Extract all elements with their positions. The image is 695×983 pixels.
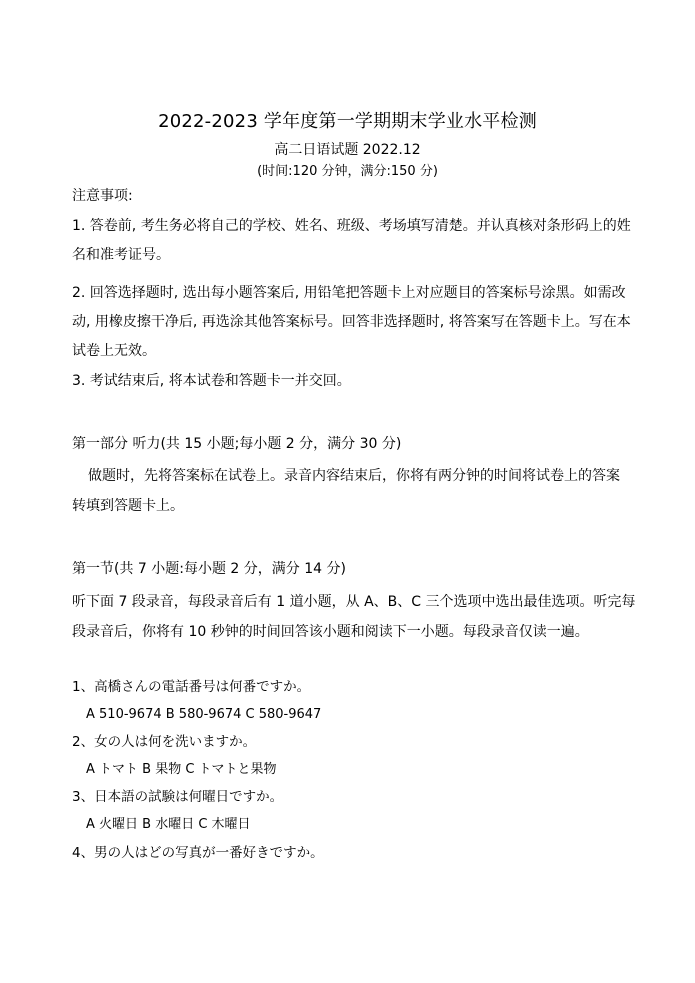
question-1-text: 1、高橋さんの電話番号は何番ですか。 <box>72 679 311 695</box>
part1-instruction-line-2: 转填到答题卡上。 <box>72 498 184 514</box>
question-3-options: A 火曜日 B 水曜日 C 木曜日 <box>86 817 251 832</box>
question-2-text: 2、女の人は何を洗いますか。 <box>72 734 257 750</box>
notice-item-3-line-1: 3. 考试结束后, 将本试卷和答题卡一并交回。 <box>72 373 351 389</box>
notice-heading: 注意事项: <box>72 188 133 204</box>
section1-instruction-line-2: 段录音后，你将有 10 秒钟的时间回答该小题和阅读下一小题。每段录音仅读一遍。 <box>72 624 589 640</box>
section1-heading: 第一节(共 7 小题:每小题 2 分，满分 14 分) <box>72 561 346 577</box>
part1-instruction-line-1: 做题时，先将答案标在试卷上。录音内容结束后，你将有两分钟的时间将试卷上的答案 <box>88 468 620 484</box>
notice-item-2-line-1: 2. 回答选择题时, 选出每小题答案后, 用铅笔把答题卡上对应题目的答案标号涂黑。如需改 <box>72 285 626 301</box>
exam-title: 2022-2023 学年度第一学期期末学业水平检测 <box>158 111 537 132</box>
part1-heading: 第一部分 听力(共 15 小题;每小题 2 分，满分 30 分) <box>72 436 402 452</box>
question-1-options: A 510-9674 B 580-9674 C 580-9647 <box>86 707 322 722</box>
section1-instruction-line-1: 听下面 7 段录音，每段录音后有 1 道小题，从 A、B、C 三个选项中选出最佳选项。听完每 <box>72 594 636 610</box>
exam-subtitle: 高二日语试题 2022.12 <box>274 142 421 158</box>
question-3-text: 3、日本語の試験は何曜日ですか。 <box>72 789 284 805</box>
notice-item-2-line-2: 动, 用橡皮擦干净后, 再选涂其他答案标号。回答非选择题时, 将答案写在答题卡上。写在本 <box>72 314 631 330</box>
notice-item-1-line-1: 1. 答卷前, 考生务必将自己的学校、姓名、班级、考场填写清楚。并认真核对条形码上的姓 <box>72 218 631 234</box>
question-4-text: 4、男の人はどの写真が一番好きですか。 <box>72 845 324 861</box>
notice-item-2-line-3: 试卷上无效。 <box>72 343 156 359</box>
notice-item-1-line-2: 名和准考证号。 <box>72 247 170 263</box>
exam-time-info: (时间:120 分钟，满分:150 分) <box>257 164 438 179</box>
question-2-options: A トマト B 果物 C トマトと果物 <box>86 762 277 777</box>
